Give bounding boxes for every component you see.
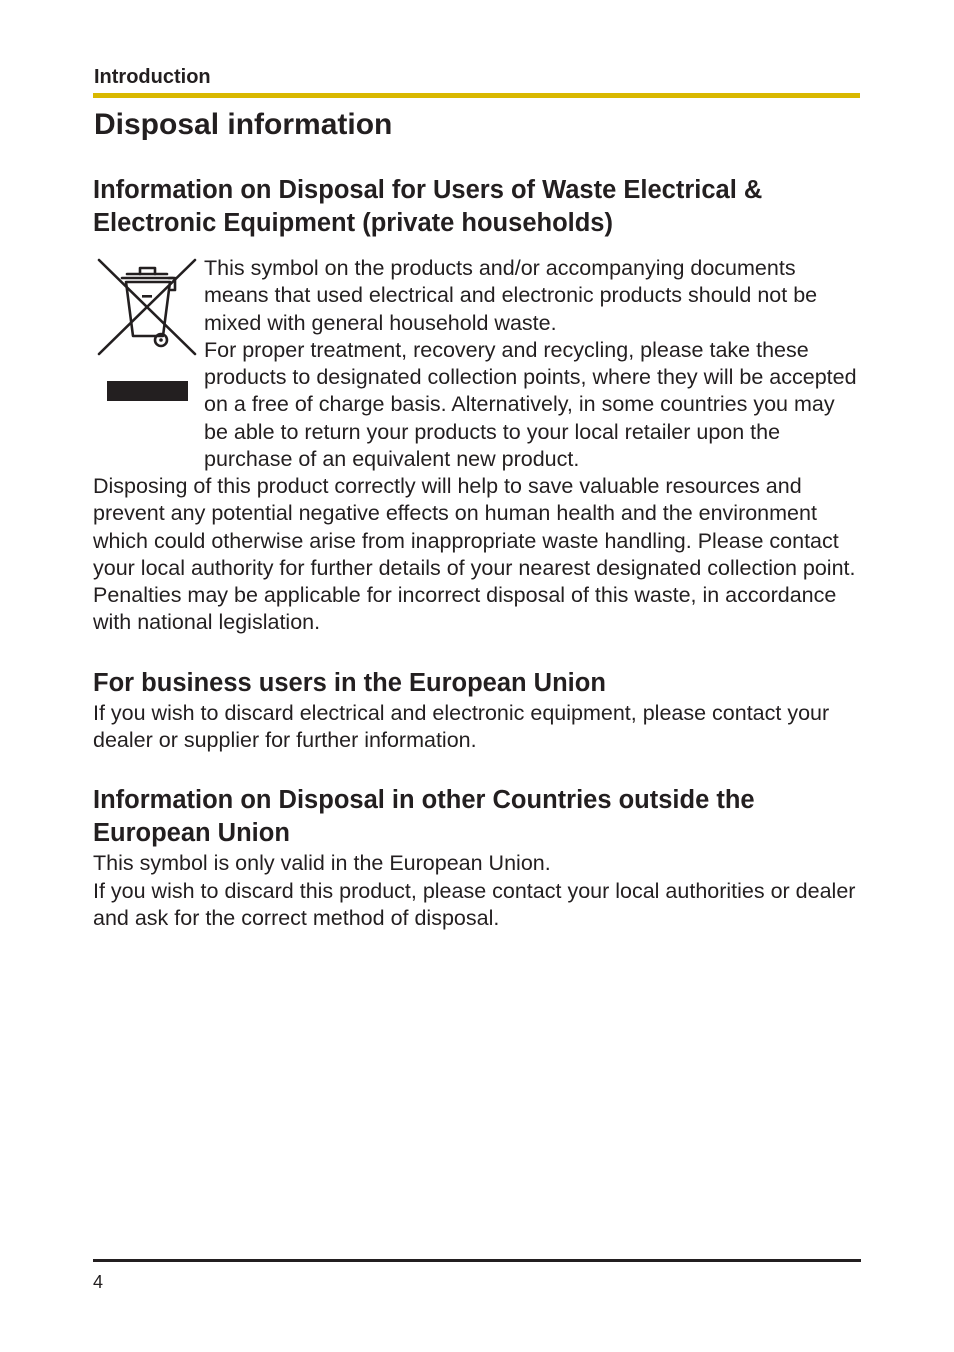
outside-paragraph-2: If you wish to discard this product, please contact your local authorities or dealer and ask for the correct method of disposal. (93, 878, 856, 930)
private-heading-line-2: Electronic Equipment (private households) (93, 209, 613, 237)
weee-symbol-block (93, 255, 860, 473)
business-users-paragraph: If you wish to discard electrical and electronic equipment, please contact your dealer or supplier for further information. (93, 700, 830, 753)
page-content (93, 174, 860, 932)
outside-eu-heading (93, 784, 860, 850)
outside-heading-line-2: European Union (93, 819, 290, 848)
header-rule (93, 93, 860, 98)
private-paragraph-3: Disposing of this product correctly will help to save valuable resources and prevent any potential negative effects on human health and the environment which could otherwise arise from inappropriate waste handling. Please contact your local authority for further details of your nearest designated collection point. (93, 474, 856, 580)
outside-paragraph-1: This symbol is only valid in the European Union. (93, 851, 551, 876)
crossed-out-wheelie-bin-icon (97, 256, 199, 402)
footer-rule (93, 1259, 861, 1262)
symbol-paragraph-1: This symbol on the products and/or accompanying documents means that used electrical and electronic products should not be mixed with general household waste. (204, 256, 818, 335)
private-paragraph-4: Penalties may be applicable for incorrect disposal of this waste, in accordance with national legislation. (93, 583, 837, 635)
private-heading-line-1: Information on Disposal for Users of Waste Electrical & (93, 176, 763, 204)
private-households-heading (93, 174, 860, 240)
section-label: Introduction (94, 66, 211, 88)
business-users-heading: For business users in the European Union (93, 668, 606, 697)
symbol-description (204, 255, 864, 473)
outside-heading-line-1: Information on Disposal in other Countries outside the (93, 786, 755, 815)
symbol-paragraph-2: For proper treatment, recovery and recycling, please take these products to designated collection points, where they will be accepted on a free of charge basis. Alternatively, in some countries you may be able to return your products to your local retailer upon the purchase of an equivalent new product. (204, 337, 857, 472)
page-number: 4 (93, 1272, 104, 1292)
page-title: Disposal information (94, 108, 393, 141)
